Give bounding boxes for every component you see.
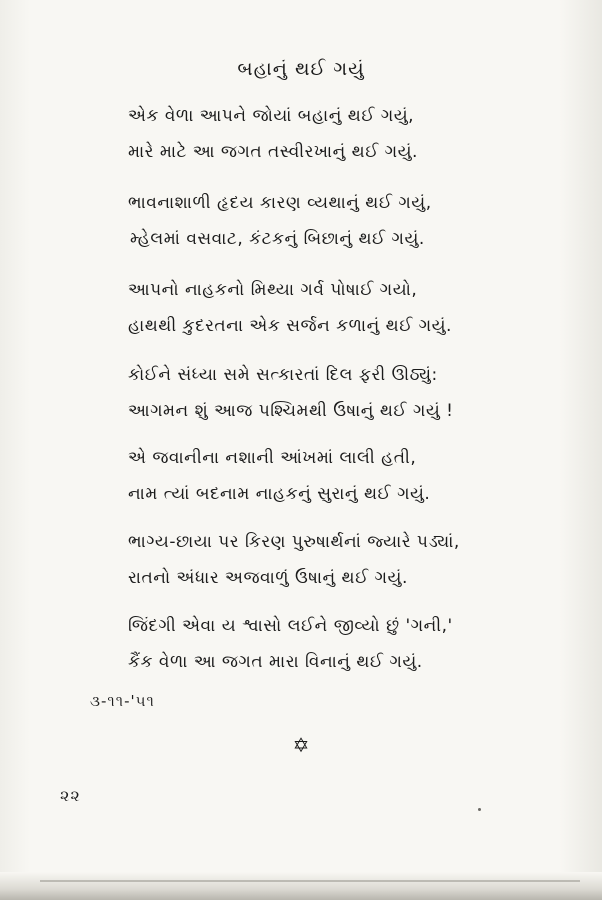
stanza-2-line-1: ભાવનાશાળી હૃદય કારણ વ્યથાનું થઈ ગયું,: [128, 193, 432, 213]
stanza-7: [128, 608, 568, 680]
stanza-7-line-2: કૈંક વેળા આ જગત મારા વિનાનું થઈ ગયું.: [128, 652, 423, 672]
scan-edge-line: [40, 880, 580, 882]
stanza-1: [128, 98, 568, 170]
stanza-5-line-2: નામ ત્યાં બદનામ નાહકનું સુરાનું થઈ ગયું.: [128, 484, 431, 504]
stanza-4-line-2: આગમન શું આજ પશ્ચિમથી ઉષાનું થઈ ગયું !: [128, 401, 454, 421]
scan-speck: [478, 808, 481, 811]
stanza-2: [128, 185, 568, 257]
stanza-4: [128, 357, 568, 429]
stanza-6-line-2: રાતનો અંધાર અજવાળું ઉષાનું થઈ ગયું.: [128, 568, 408, 588]
star-ornament-icon: ✡: [292, 733, 310, 757]
stanza-3-line-1: આપનો નાહકનો મિથ્યા ગર્વ પોષાઈ ગયો,: [128, 280, 418, 300]
stanza-5-line-1: એ જવાનીના નશાની આંખમાં લાલી હતી,: [128, 448, 417, 468]
stanza-4-line-1: કોઈને સંધ્યા સમે સત્કારતાં દિલ ફરી ઊઠ્યું:: [128, 365, 438, 385]
stanza-6: [128, 524, 568, 596]
poem-date: ૩-૧૧-'૫૧: [90, 692, 155, 710]
stanza-5: [128, 440, 568, 512]
stanza-3-line-2: હાથથી કુદરતના એક સર્જન કળાનું થઈ ગયું.: [128, 316, 452, 336]
poem-title: બહાનું થઈ ગયું: [237, 58, 365, 80]
page-number: ૨૨: [60, 786, 81, 805]
scan-shadow-edge: [0, 872, 602, 900]
stanza-1-line-2: મારે માટે આ જગત તસ્વીરખાનું થઈ ગયું.: [128, 142, 418, 162]
stanza-7-line-1: જિંદગી એવા ય શ્વાસો લઈને જીવ્યો છું 'ગની,': [128, 616, 453, 636]
stanza-2-line-2: મ્હેલમાં વસવાટ, કંટકનું બિછાનું થઈ ગયું.: [130, 229, 425, 249]
stanza-1-line-1: એક વેળા આપને જોયાં બહાનું થઈ ગયું,: [128, 106, 415, 126]
stanza-3: [128, 272, 568, 344]
stanza-6-line-1: ભાગ્ય-છાયા પર કિરણ પુરુષાર્થનાં જ્યારે પડ્યાં,: [128, 532, 460, 552]
